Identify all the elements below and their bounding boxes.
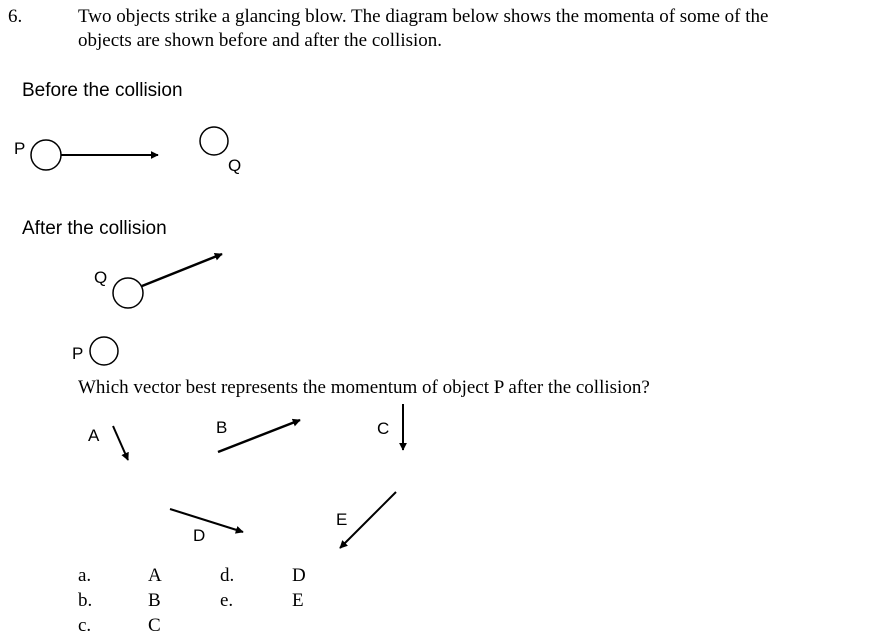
vector-label-e: E (336, 510, 348, 529)
choice-c-letter: c. (78, 615, 92, 636)
vector-a-arrow (113, 426, 128, 460)
vector-label-a: A (88, 426, 100, 445)
choice-a-answer: A (148, 565, 162, 586)
before-label-p: P (14, 139, 26, 158)
choice-e-letter: e. (220, 590, 234, 611)
choice-a-letter: a. (78, 565, 92, 586)
after-label-p: P (72, 344, 84, 363)
question-text-line1: Two objects strike a glancing blow. The diagram below shows the momenta of some of the (78, 6, 769, 27)
choice-e-answer: E (292, 590, 304, 611)
before-heading: Before the collision (22, 80, 183, 101)
vector-label-b: B (216, 418, 228, 437)
before-ball-q (200, 127, 228, 155)
vector-e-arrow (340, 492, 396, 548)
vector-label-d: D (193, 526, 206, 545)
question-text-line2: objects are shown before and after the collision. (78, 30, 443, 51)
choice-b-letter: b. (78, 590, 93, 611)
before-ball-p (31, 140, 61, 170)
after-momentum-q-arrow (142, 254, 222, 286)
after-label-q: Q (94, 268, 108, 287)
choice-d-answer: D (292, 565, 306, 586)
choice-d-letter: d. (220, 565, 235, 586)
question-number: 6. (8, 6, 23, 27)
after-ball-q (113, 278, 143, 308)
before-label-q: Q (228, 156, 242, 175)
choice-c-answer: C (148, 615, 161, 636)
vector-b-arrow (218, 420, 300, 452)
vector-label-c: C (377, 419, 390, 438)
after-heading: After the collision (22, 218, 167, 239)
after-ball-p (90, 337, 118, 365)
choice-b-answer: B (148, 590, 161, 611)
vector-d-arrow (170, 509, 243, 532)
prompt-text: Which vector best represents the momentum of object P after the collision? (78, 377, 650, 398)
